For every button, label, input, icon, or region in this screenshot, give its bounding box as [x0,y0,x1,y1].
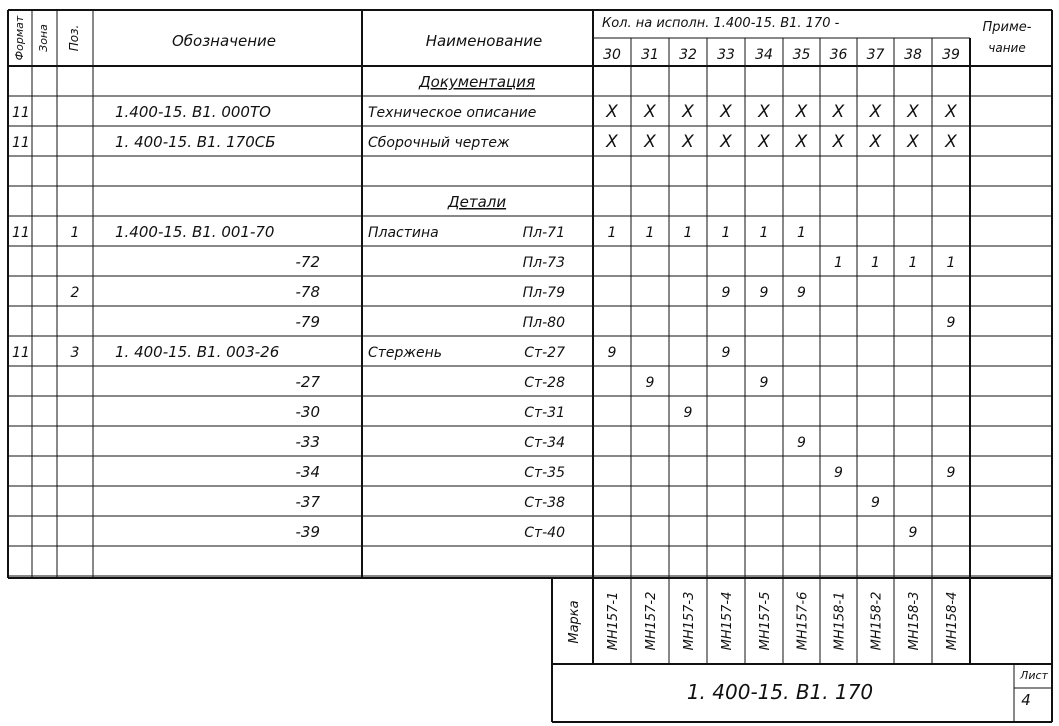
cell-quantity: 1 [645,225,655,241]
cell-designation: 1. 400-15. В1. 170СБ [115,133,276,151]
header-note-2: чание [988,41,1026,55]
cell-designation: -30 [295,403,320,421]
specification-rows [12,73,957,541]
cell-quantity: X [758,102,770,122]
cell-quantity: 1 [908,255,918,271]
cell-quantity: 9 [871,495,880,511]
cell-quantity: X [682,132,694,152]
cell-quantity: 9 [946,315,956,331]
cell-quantity: X [720,102,732,122]
variant-number: 33 [717,47,735,63]
mark-code: МН158-1 [832,591,848,651]
cell-name-code: Ст-38 [524,495,565,511]
cell-name: Техническое описание [368,105,537,121]
cell-name-code: Ст-34 [524,435,565,451]
cell-format: 11 [12,135,30,151]
section-heading: Документация [418,73,536,91]
cell-designation: 1.400-15. В1. 000ТО [115,103,271,121]
cell-quantity: X [795,102,808,122]
marks-label: Марка [567,600,582,644]
variant-number: 39 [942,47,960,63]
mark-code: МН157-3 [682,591,697,651]
cell-quantity: 1 [797,225,806,241]
title-sheet-number: 4 [1021,691,1031,709]
cell-name: Пластина [368,225,439,241]
cell-quantity: 9 [946,465,956,481]
cell-quantity: 1 [759,225,769,241]
cell-quantity: X [869,132,882,152]
cell-quantity: 9 [797,285,806,301]
cell-format: 11 [12,105,30,121]
cell-designation: -39 [295,523,320,541]
cell-quantity: 9 [721,285,731,301]
cell-quantity: X [758,132,770,152]
cell-format: 11 [12,345,30,361]
cell-quantity: 1 [946,255,956,271]
cell-quantity: X [832,132,845,152]
cell-quantity: X [720,132,732,152]
variant-number: 32 [679,47,697,63]
cell-designation: -79 [295,313,320,331]
cell-quantity: 1 [871,255,880,271]
cell-name-code: Пл-79 [522,285,565,301]
cell-designation: -37 [295,493,320,511]
variant-header-cells [603,47,960,63]
cell-quantity: 1 [721,225,731,241]
variant-number: 31 [641,47,659,63]
cell-position: 2 [70,285,80,301]
cell-quantity: X [606,132,618,152]
mark-code: МН158-4 [945,591,960,651]
cell-designation: 1.400-15. В1. 001-70 [115,223,275,241]
cell-designation: 1. 400-15. В1. 003-26 [115,343,280,361]
cell-quantity: X [907,132,919,152]
header-qty-title: Кол. на исполн. 1.400-15. В1. 170 - [602,16,840,31]
cell-quantity: X [945,132,957,152]
mark-code: МН157-4 [720,591,735,651]
cell-designation: -72 [295,253,320,271]
cell-quantity: X [869,102,882,122]
header-name: Наименование [425,32,543,50]
header-pos: Поз. [67,24,81,52]
cell-quantity: 9 [834,465,843,481]
mark-code: МН157-5 [758,591,773,651]
cell-name-code: Ст-28 [524,375,565,391]
cell-position: 3 [70,345,80,361]
cell-name-code: Пл-71 [522,225,565,241]
cell-quantity: 1 [607,225,617,241]
variant-number: 37 [866,47,885,63]
header-designation: Обозначение [171,32,277,50]
mark-code: МН157-1 [606,591,621,651]
mark-code: МН158-2 [869,591,885,651]
cell-quantity: 9 [759,285,769,301]
cell-designation: -78 [295,283,320,301]
cell-name-code: Пл-73 [522,255,565,271]
cell-quantity: 9 [721,345,731,361]
cell-name-code: Ст-27 [524,345,565,361]
cell-quantity: 1 [834,255,843,271]
cell-quantity: X [795,132,808,152]
cell-quantity: 9 [908,525,918,541]
cell-quantity: X [606,102,618,122]
header-zone: Зона [37,24,50,52]
cell-name-code: Пл-80 [522,315,565,331]
cell-name-code: Ст-40 [524,525,565,541]
cell-quantity: X [832,102,845,122]
cell-quantity: 9 [797,435,806,451]
cell-quantity: X [644,102,656,122]
cell-name-code: Ст-31 [524,405,565,421]
cell-name: Сборочный чертеж [368,135,510,151]
cell-quantity: X [907,102,919,122]
mark-code: МН157-2 [644,591,659,651]
cell-designation: -34 [295,463,320,481]
cell-quantity: 9 [759,375,769,391]
cell-quantity: 9 [645,375,655,391]
cell-position: 1 [70,225,80,241]
cell-designation: -27 [295,373,320,391]
cell-quantity: X [945,102,957,122]
cell-designation: -33 [295,433,320,451]
cell-name: Стержень [368,345,443,361]
variant-number: 38 [904,47,922,63]
title-doc-number: 1. 400-15. В1. 170 [686,680,874,704]
cell-quantity: X [644,132,656,152]
cell-quantity: X [682,102,694,122]
section-heading: Детали [447,193,507,211]
variant-number: 35 [792,47,811,63]
cell-quantity: 1 [683,225,693,241]
variant-number: 30 [603,47,621,63]
header-format: Формат [13,15,26,61]
cell-quantity: 9 [683,405,693,421]
cell-name-code: Ст-35 [524,465,565,481]
title-sheet-label: Лист [1020,669,1048,682]
cell-format: 11 [12,225,30,241]
header-note-1: Приме- [982,20,1032,35]
mark-code: МН157-6 [795,591,811,651]
cell-quantity: 9 [607,345,617,361]
mark-code: МН158-3 [907,591,922,651]
variant-number: 36 [829,47,848,63]
variant-number: 34 [755,47,773,63]
